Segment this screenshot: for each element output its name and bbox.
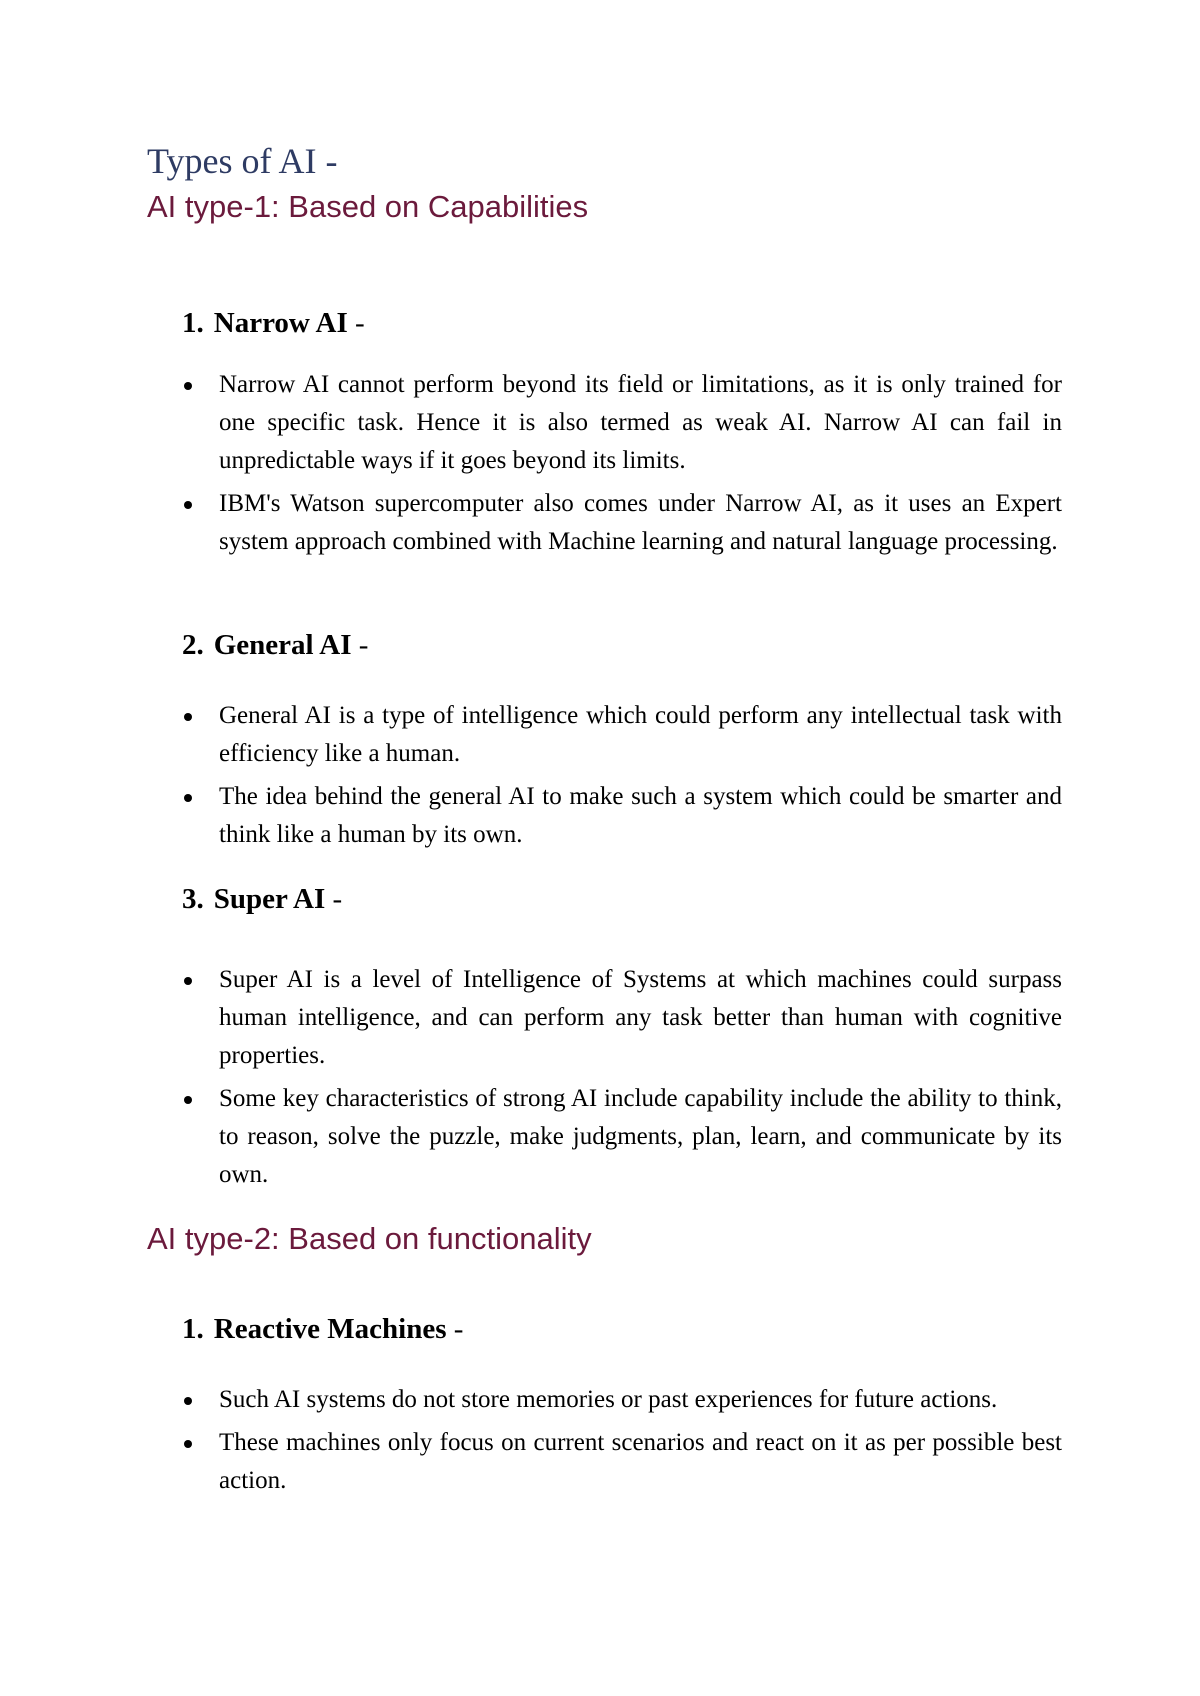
item-name: Reactive Machines — [213, 1313, 447, 1345]
item-heading-narrow-ai — [182, 306, 365, 341]
bullet-dot-icon — [184, 794, 192, 802]
bullet-dot-icon — [184, 1096, 192, 1104]
bullet-text: Narrow AI cannot perform beyond its field or limitations, as it is only trained for one specific task. Hence it is also termed as weak AI. Narrow AI can fail in unpredictable ways if it goes beyond its limits. — [219, 371, 1062, 474]
bullet-dot-icon — [184, 1397, 192, 1405]
bullet-text: Super AI is a level of Intelligence of Systems at which machines could surpass human intelligence, and can perform any task better than human with cognitive properties. — [219, 966, 1062, 1069]
bullet-text: These machines only focus on current scenarios and react on it as per possible best action. — [219, 1429, 1062, 1494]
item-name: Narrow AI — [213, 307, 348, 339]
item-number: 2. — [182, 629, 204, 661]
item-number: 1. — [182, 307, 204, 339]
bullet-dot-icon — [184, 382, 192, 390]
bullet-list-general-ai — [182, 697, 1062, 859]
item-dash: - — [332, 883, 343, 915]
item-dash: - — [453, 1313, 464, 1345]
item-name: General AI — [213, 629, 352, 661]
bullet-item — [182, 1080, 1062, 1194]
bullet-text: General AI is a type of intelligence which could perform any intellectual task with efficiency like a human. — [219, 702, 1062, 767]
bullet-dot-icon — [184, 713, 192, 721]
item-number: 3. — [182, 883, 204, 915]
bullet-item — [182, 961, 1062, 1075]
section-heading-capabilities: AI type-1: Based on Capabilities — [147, 189, 589, 224]
item-heading-reactive-machines — [182, 1312, 463, 1347]
bullet-list-reactive-machines — [182, 1381, 1062, 1505]
bullet-dot-icon — [184, 501, 192, 509]
bullet-dot-icon — [184, 1440, 192, 1448]
bullet-text: Some key characteristics of strong AI include capability include the ability to think, to reason, solve the puzzle, make judgments, plan, learn, and communicate by its own. — [219, 1085, 1062, 1188]
bullet-item — [182, 697, 1062, 773]
bullet-item — [182, 366, 1062, 480]
bullet-text: Such AI systems do not store memories or past experiences for future actions. — [219, 1386, 998, 1413]
bullet-item — [182, 485, 1062, 561]
item-dash: - — [358, 629, 369, 661]
bullet-text: IBM's Watson supercomputer also comes under Narrow AI, as it uses an Expert system approach combined with Machine learning and natural language processing. — [219, 490, 1062, 555]
item-heading-general-ai — [182, 628, 368, 663]
bullet-list-narrow-ai — [182, 366, 1062, 566]
item-dash: - — [354, 307, 365, 339]
bullet-text: The idea behind the general AI to make such a system which could be smarter and think like a human by its own. — [219, 783, 1062, 848]
bullet-dot-icon — [184, 977, 192, 985]
page-title: Types of AI - — [147, 141, 338, 181]
item-heading-super-ai — [182, 882, 342, 917]
section-heading-functionality: AI type-2: Based on functionality — [147, 1221, 592, 1256]
item-name: Super AI — [213, 883, 326, 915]
bullet-list-super-ai — [182, 961, 1062, 1199]
bullet-item — [182, 1424, 1062, 1500]
item-number: 1. — [182, 1313, 204, 1345]
bullet-item — [182, 1381, 1062, 1419]
bullet-item — [182, 778, 1062, 854]
